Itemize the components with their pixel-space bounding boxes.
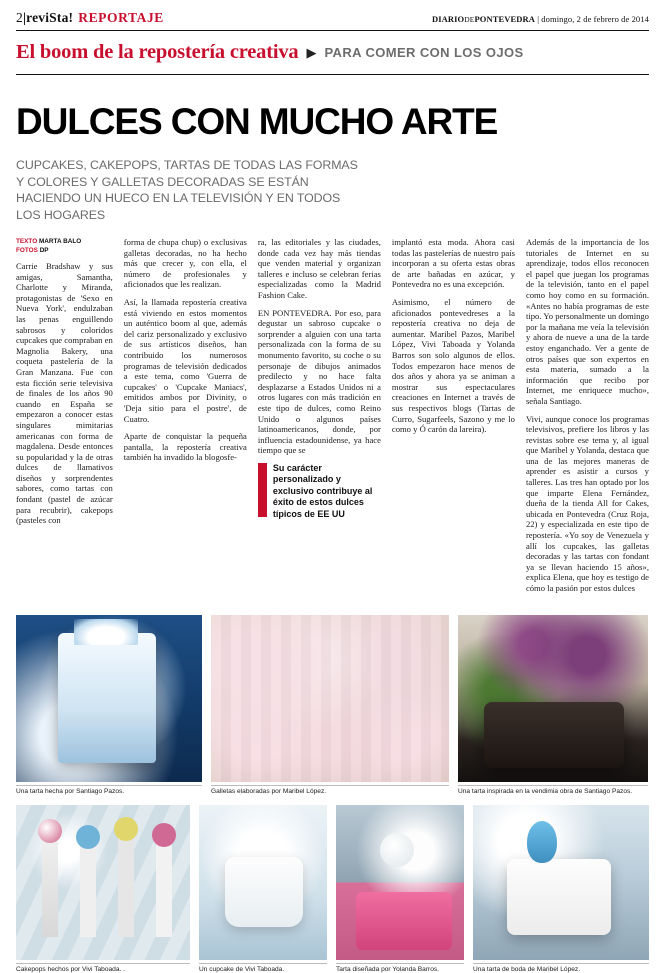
paragraph: Además de la importancia de los tutoriales de Internet en su aprendizaje, todos ellos reconocen el papel que juegan los programas de la televisión, tanto en el papel como hoy como en su formación. «Antes no había programas de este tipo. Yo personalmente un domingo por la mañana me veía la televisión y ahora de nueve a una de la tarde estoy enganchado. Ver a gente de otros países que son expertos en esta materia, sumado a la información que recibo por Internet, me enriquece mucho», señala Santiago.	[525, 237, 649, 406]
photo-caption: Galletas elaboradas por Maribel López.	[211, 785, 449, 795]
photo-caption: Tarta diseñada por Yolanda Barros.	[336, 963, 464, 973]
photo-vendimia-cake-image	[458, 615, 648, 782]
photo-cookies-image	[211, 615, 449, 782]
paragraph: Así, la llamada repostería creativa está viviendo en estos momentos un auténtico boom al que, además del cariz personalizado y exclusivo de sus artísticos diseños, han contribuido los numerosos programas de televisión dedicados a este tema, como 'Guerra de cupcakes' o 'Cupcake Maniacs', emitidos ambos por Divinity, o 'Deja sitio para el postre', de Cuatro.	[123, 296, 247, 424]
paragraph: ra, las editoriales y las ciudades, donde cada vez hay más tiendas que venden material y organizan talleres e incluso se celebran ferias especializadas como la Madrid Fashion Cake.	[257, 237, 381, 300]
section-name: REPORTAJE	[78, 10, 164, 25]
photo-caption: Un cupcake de Vivi Taboada.	[199, 963, 327, 973]
paragraph: Carrie Bradshaw y sus amigas, Samantha, Charlotte y Miranda, protagonistas de 'Sexo en Nueva York', endulzaban las penas enguillendo sabrosos y coloridos cupcakes que compraban en Magnolia Bakery, una coqueta pastelería de la Gran Manzana. Fue con esta ficción serie televisiva de finales de los años 90 cuando en España se empezaron a conocer estas singulares mimitarias americanas con forma de magdalena. Desde entonces su popularidad y la de otras dulces de llamativos diseños y sorprendentes sabores, como tartas con fondant (pastel de azúcar para recubrir), cakepops (pasteles con	[16, 261, 113, 526]
byline-photo-credit: DP	[39, 247, 49, 254]
paragraph: Aparte de conquistar la pequeña pantalla, la repostería creativa también ha invadido la blogosfe-	[123, 431, 247, 463]
paper-brand	[432, 14, 535, 24]
masthead	[16, 10, 649, 30]
photo-cupcake-image	[199, 805, 327, 960]
photo-cupcake	[199, 805, 327, 973]
byline-photo-label: FOTOS	[16, 247, 38, 254]
photo-caption: Una tarta inspirada en la vendimia obra de Santiago Pazos.	[458, 785, 648, 795]
paragraph: Asimismo, el número de aficionados pontevedreses a la repostería creativa no deja de aumentar. Maribel Pazos, Maribel López, Vivi Taboada y Yolanda Barros son solo algunos de ellos. Todos empezaron hace menos de dos años y ahora ya se animan a mostrar sus espectaculares creaciones en Internet a través de sus respectivos blogs (Tartas de Curro, Sugarfeels, Sazono y me lo como y Ó carón da lareira).	[391, 296, 515, 435]
masthead-rule	[16, 30, 649, 31]
pull-quote	[258, 463, 381, 521]
byline-text-label: TEXTO	[16, 238, 38, 245]
kicker-subtitle: PARA COMER CON LOS OJOS	[324, 45, 524, 60]
photo-wedding-cake-image	[473, 805, 649, 960]
paragraph: Vivi, aunque conoce los programas televisivos, prefiere los libros y las revistas sobre ese tema y, al igual que Maribel y Yolanda, destaca que una de las mejores maneras de aprender es asistir a cursos y talleres. Las tres han optado por los que imparte Elena Fernández, dueña de la tienda All for Cakes, ubicada en Pontevedra (Cruz Roja, 22) y especializada en este tipo de repostería. «Yo soy de Venezuela y allí los cupcakes, las galletas decoradas y las tartas con fondant ya se llevan haciendo 15 años», explica Elena, que hoy es testigo de cómo la pasión por estos dulces	[525, 413, 649, 593]
pull-quote-text: Su carácter personalizado y exclusivo contribuye al éxito de estos dulces típicos de EE UU	[272, 462, 373, 519]
photo-wedding-cake	[473, 805, 649, 973]
column-2	[124, 237, 247, 601]
section-kicker	[16, 41, 649, 64]
column-4	[392, 237, 515, 601]
photo-bed-cake-image	[336, 805, 464, 960]
byline	[16, 237, 113, 255]
column-5	[526, 237, 649, 601]
issue-date: domingo, 2 de febrero de 2014	[541, 14, 649, 24]
photo-row-top	[16, 615, 649, 795]
paragraph: EN PONTEVEDRA. Por eso, para degustar un sabroso cupcake o sorprender a alguien con una tarta personalizada con la forma de su monumento favorito, su coche o su personaje de dibujos animados predilecto y no hace falta desplazarse a Estados Unidos ni a otros lugares con más tradición en este tipo de dulces, como Reino Unido o algunos países latinoamericanos, donde, por influencia estadounidense, ya hace tiempo que se	[257, 307, 381, 456]
publication-name: |reviSta!	[22, 10, 74, 25]
photo-row-bottom	[16, 805, 649, 973]
paragraph: implantó esta moda. Ahora casi todas las pastelerías de nuestro país incorporan a su oferta estas obras de arte bañadas en azúcar, y Pontevedra no es una excepción.	[391, 237, 515, 290]
kicker-title: El boom de la repostería creativa	[16, 41, 299, 63]
pull-quote-bar	[258, 463, 267, 517]
paper-brand-de: DE	[464, 15, 475, 24]
column-3	[258, 237, 381, 601]
article-columns	[16, 237, 649, 601]
kicker-rule	[16, 74, 649, 75]
photo-vendimia-cake	[458, 615, 648, 795]
photo-cakepops	[16, 805, 190, 973]
photo-cookies	[211, 615, 449, 795]
paper-brand-first: DIARIO	[432, 14, 465, 24]
paper-brand-last: PONTEVEDRA	[474, 14, 535, 24]
standfirst: CUPCAKES, CAKEPOPS, TARTAS DE TODAS LAS FORMAS Y COLORES Y GALLETAS DECORADAS SE ESTÁN HACIENDO UN HUECO EN LA TELEVISIÓN Y EN TODOS LOS HOGARES	[16, 158, 358, 222]
photo-blue-cake	[16, 615, 202, 795]
page-title: DULCES CON MUCHO ARTE	[16, 101, 498, 142]
arrow-icon: ▶	[306, 45, 317, 60]
photo-caption: Una tarta de boda de Maribel López.	[473, 963, 649, 973]
photo-blue-cake-image	[16, 615, 202, 782]
masthead-left	[16, 10, 164, 26]
masthead-separator: |	[537, 14, 540, 24]
photo-bed-cake	[336, 805, 464, 973]
photo-cakepops-image	[16, 805, 190, 960]
page-number: 2	[16, 10, 23, 25]
paragraph: forma de chupa chup) o exclusivas galletas decoradas, no ha hecho más que crecer y, con ella, el número de profesionales y aficionados que les realizan.	[123, 237, 247, 290]
byline-author: MARTA BALO	[38, 238, 82, 245]
column-1	[16, 237, 113, 601]
photo-caption: Una tarta hecha por Santiago Pazos.	[16, 785, 202, 795]
photo-caption: Cakepops hechos por Vivi Taboada. .	[16, 963, 190, 973]
masthead-right	[432, 14, 649, 24]
